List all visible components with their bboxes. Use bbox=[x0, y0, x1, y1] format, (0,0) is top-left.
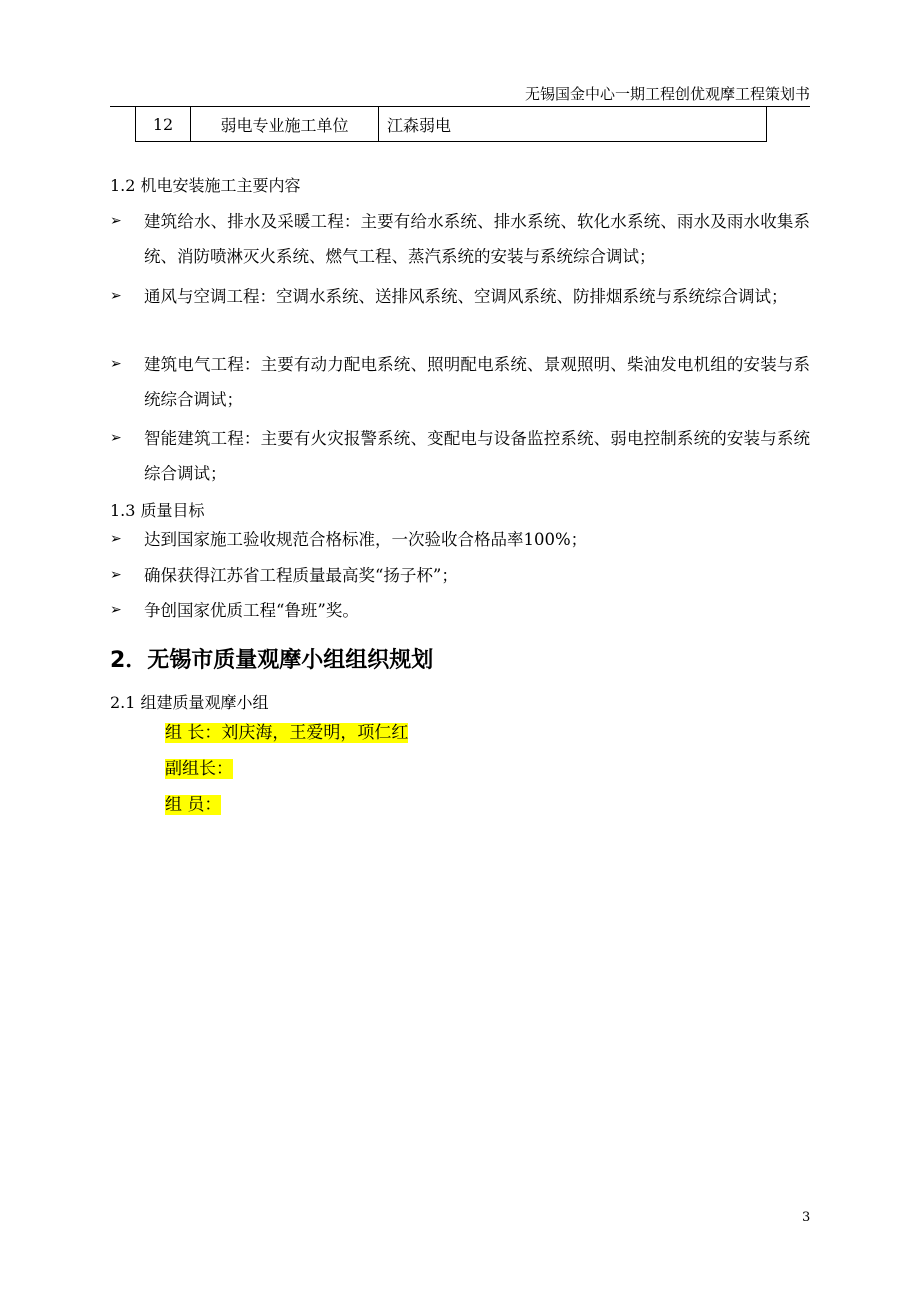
deputy-leader-line: 副组长： bbox=[165, 759, 233, 779]
list-item: ➢ 建筑给水、排水及采暖工程：主要有给水系统、排水系统、软化水系统、雨水及雨水收集系统、消防喷淋灭火系统、燃气工程、蒸汽系统的安装与系统综合调试； bbox=[110, 204, 810, 274]
arrow-bullet-icon: ➢ bbox=[110, 356, 122, 372]
arrow-bullet-icon: ➢ bbox=[110, 430, 122, 446]
arrow-bullet-icon: ➢ bbox=[110, 602, 122, 618]
section-1-2-heading: 1.2 机电安装施工主要内容 bbox=[110, 176, 301, 195]
table-row bbox=[136, 107, 767, 142]
group-leader-line: 组 长：刘庆海，王爱明，项仁红 bbox=[165, 723, 409, 743]
list-item: ➢ 智能建筑工程：主要有火灾报警系统、变配电与设备监控系统、弱电控制系统的安装与系统综合调试； bbox=[110, 421, 810, 491]
list-item: ➢ 争创国家优质工程“鲁班”奖。 bbox=[110, 593, 810, 628]
arrow-bullet-icon: ➢ bbox=[110, 213, 122, 229]
units-table bbox=[135, 106, 767, 142]
section-2-heading: 2．无锡市质量观摩小组组织规划 bbox=[110, 648, 434, 673]
list-item: ➢ 达到国家施工验收规范合格标准，一次验收合格品率100%； bbox=[110, 522, 810, 557]
arrow-bullet-icon: ➢ bbox=[110, 531, 122, 547]
group-members-line: 组 员： bbox=[165, 795, 222, 815]
page-number: 3 bbox=[802, 1210, 811, 1225]
row-role: 弱电专业施工单位 bbox=[191, 107, 379, 142]
section-1-3-heading: 1.3 质量目标 bbox=[110, 501, 205, 520]
arrow-bullet-icon: ➢ bbox=[110, 288, 122, 304]
list-item: ➢ 通风与空调工程：空调水系统、送排风系统、空调风系统、防排烟系统与系统综合调试； bbox=[110, 279, 810, 314]
row-unit: 江森弱电 bbox=[379, 107, 767, 142]
list-item: ➢ 确保获得江苏省工程质量最高奖“扬子杯”； bbox=[110, 558, 810, 593]
arrow-bullet-icon: ➢ bbox=[110, 567, 122, 583]
row-number: 12 bbox=[136, 107, 191, 142]
page-header-title: 无锡国金中心一期工程创优观摩工程策划书 bbox=[524, 85, 810, 103]
list-item: ➢ 建筑电气工程：主要有动力配电系统、照明配电系统、景观照明、柴油发电机组的安装与系统综合调试； bbox=[110, 347, 810, 417]
section-2-1-heading: 2.1 组建质量观摩小组 bbox=[110, 693, 269, 712]
